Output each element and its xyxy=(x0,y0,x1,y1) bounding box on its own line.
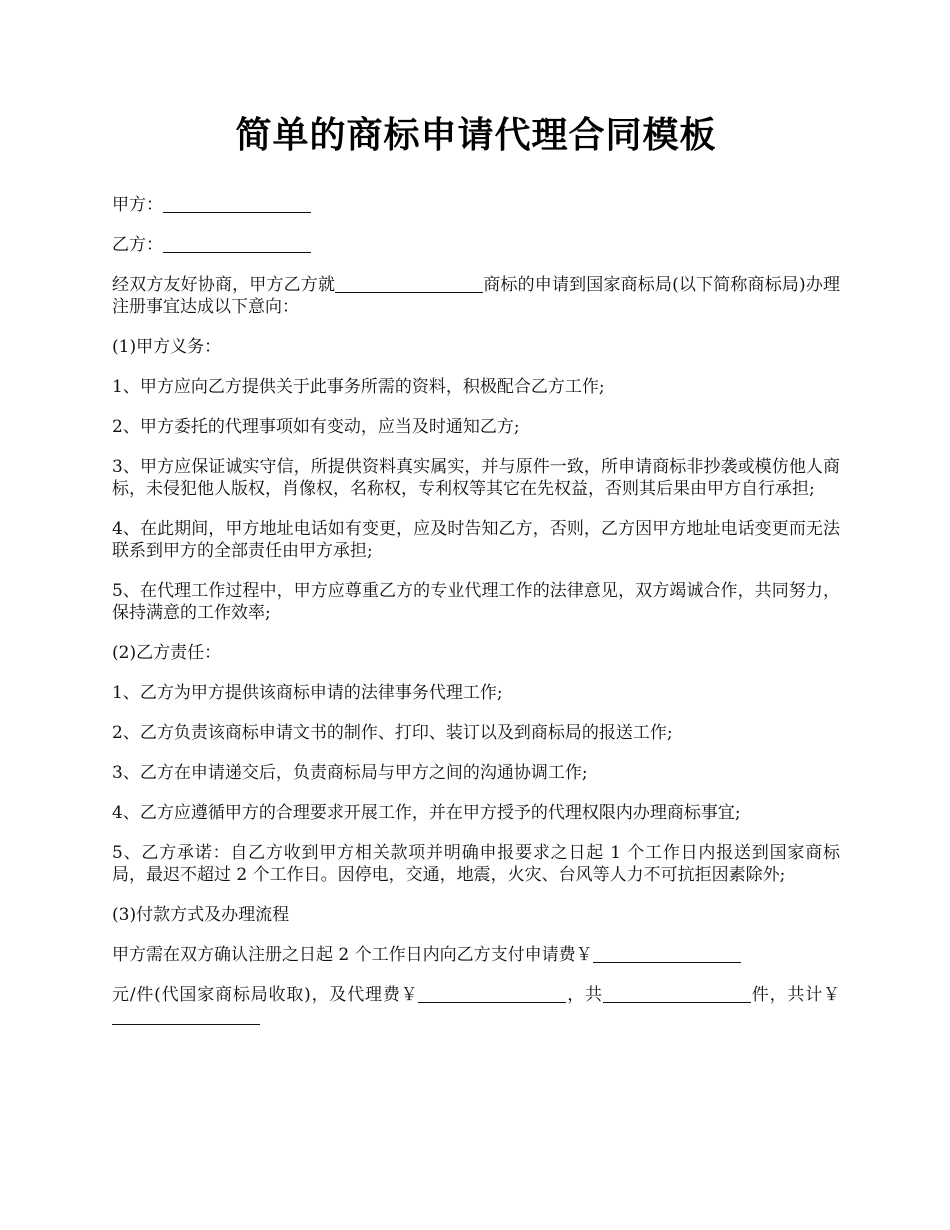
section-2-item: 3、乙方在申请递交后，负责商标局与甲方之间的沟通协调工作; xyxy=(112,763,588,783)
section-1-heading: (1)甲方义务： xyxy=(112,337,222,357)
section-2-item: 2、乙方负责该商标申请文书的制作、打印、装订以及到商标局的报送工作; xyxy=(112,723,673,743)
intro-text-2: 商标的申请到国家商标局(以下简称商标局)办理注册事宜达成以下意向： xyxy=(112,275,841,317)
party-b-line xyxy=(112,234,840,256)
party-a-blank xyxy=(163,194,311,213)
section-1-item: 1、甲方应向乙方提供关于此事务所需的资料，积极配合乙方工作; xyxy=(112,377,605,397)
section-2-item: 5、乙方承诺：自乙方收到甲方相关款项并明确申报要求之日起 1 个工作日内报送到国家商标局，最迟不超过 2 个工作日。因停电，交通，地震，火灾、台风等人力不可抗拒因素除外; xyxy=(112,843,840,885)
intro-text-1: 经双方友好协商，甲方乙方就 xyxy=(112,275,336,295)
payment-text-2c: 件，共计￥ xyxy=(750,985,841,1005)
section-1-item: 4、在此期间，甲方地址电话如有变更，应及时告知乙方，否则，乙方因甲方地址电话变更而无法联系到甲方的全部责任由甲方承担; xyxy=(112,519,840,561)
document-title: 简单的商标申请代理合同模板 xyxy=(235,114,717,156)
trademark-name-blank xyxy=(335,274,483,293)
party-a-label: 甲方： xyxy=(112,195,163,215)
section-1-item: 3、甲方应保证诚实守信，所提供资料真实属实，并与原件一致，所申请商标非抄袭或模仿他人商标，未侵犯他人版权，肖像权，名称权，专利权等其它在先权益，否则其后果由甲方自行承担; xyxy=(112,457,840,499)
payment-line-2 xyxy=(112,984,840,1028)
total-fee-blank xyxy=(112,1006,260,1025)
payment-text-2b: ，共 xyxy=(566,985,603,1005)
party-a-line xyxy=(112,194,840,216)
payment-text-2a: 元/件(代国家商标局收取)，及代理费￥ xyxy=(112,985,419,1005)
section-1-item: 5、在代理工作过程中，甲方应尊重乙方的专业代理工作的法律意见，双方竭诚合作，共同努力，保持满意的工作效率; xyxy=(112,581,840,623)
application-fee-blank xyxy=(593,944,741,963)
payment-text-1: 甲方需在双方确认注册之日起 2 个工作日内向乙方支付申请费￥ xyxy=(112,945,593,965)
section-2-heading: (2)乙方责任： xyxy=(112,643,222,663)
section-2-item: 1、乙方为甲方提供该商标申请的法律事务代理工作; xyxy=(112,683,503,703)
quantity-blank xyxy=(603,984,751,1003)
document-page xyxy=(112,108,840,1046)
agency-fee-blank xyxy=(418,984,566,1003)
section-2-item: 4、乙方应遵循甲方的合理要求开展工作，并在甲方授予的代理权限内办理商标事宜; xyxy=(112,803,741,823)
payment-line-1 xyxy=(112,944,840,966)
party-b-blank xyxy=(163,234,311,253)
section-3-heading: (3)付款方式及办理流程 xyxy=(112,905,290,925)
intro-paragraph xyxy=(112,274,840,318)
party-b-label: 乙方： xyxy=(112,235,163,255)
section-1-item: 2、甲方委托的代理事项如有变动，应当及时通知乙方; xyxy=(112,417,520,437)
